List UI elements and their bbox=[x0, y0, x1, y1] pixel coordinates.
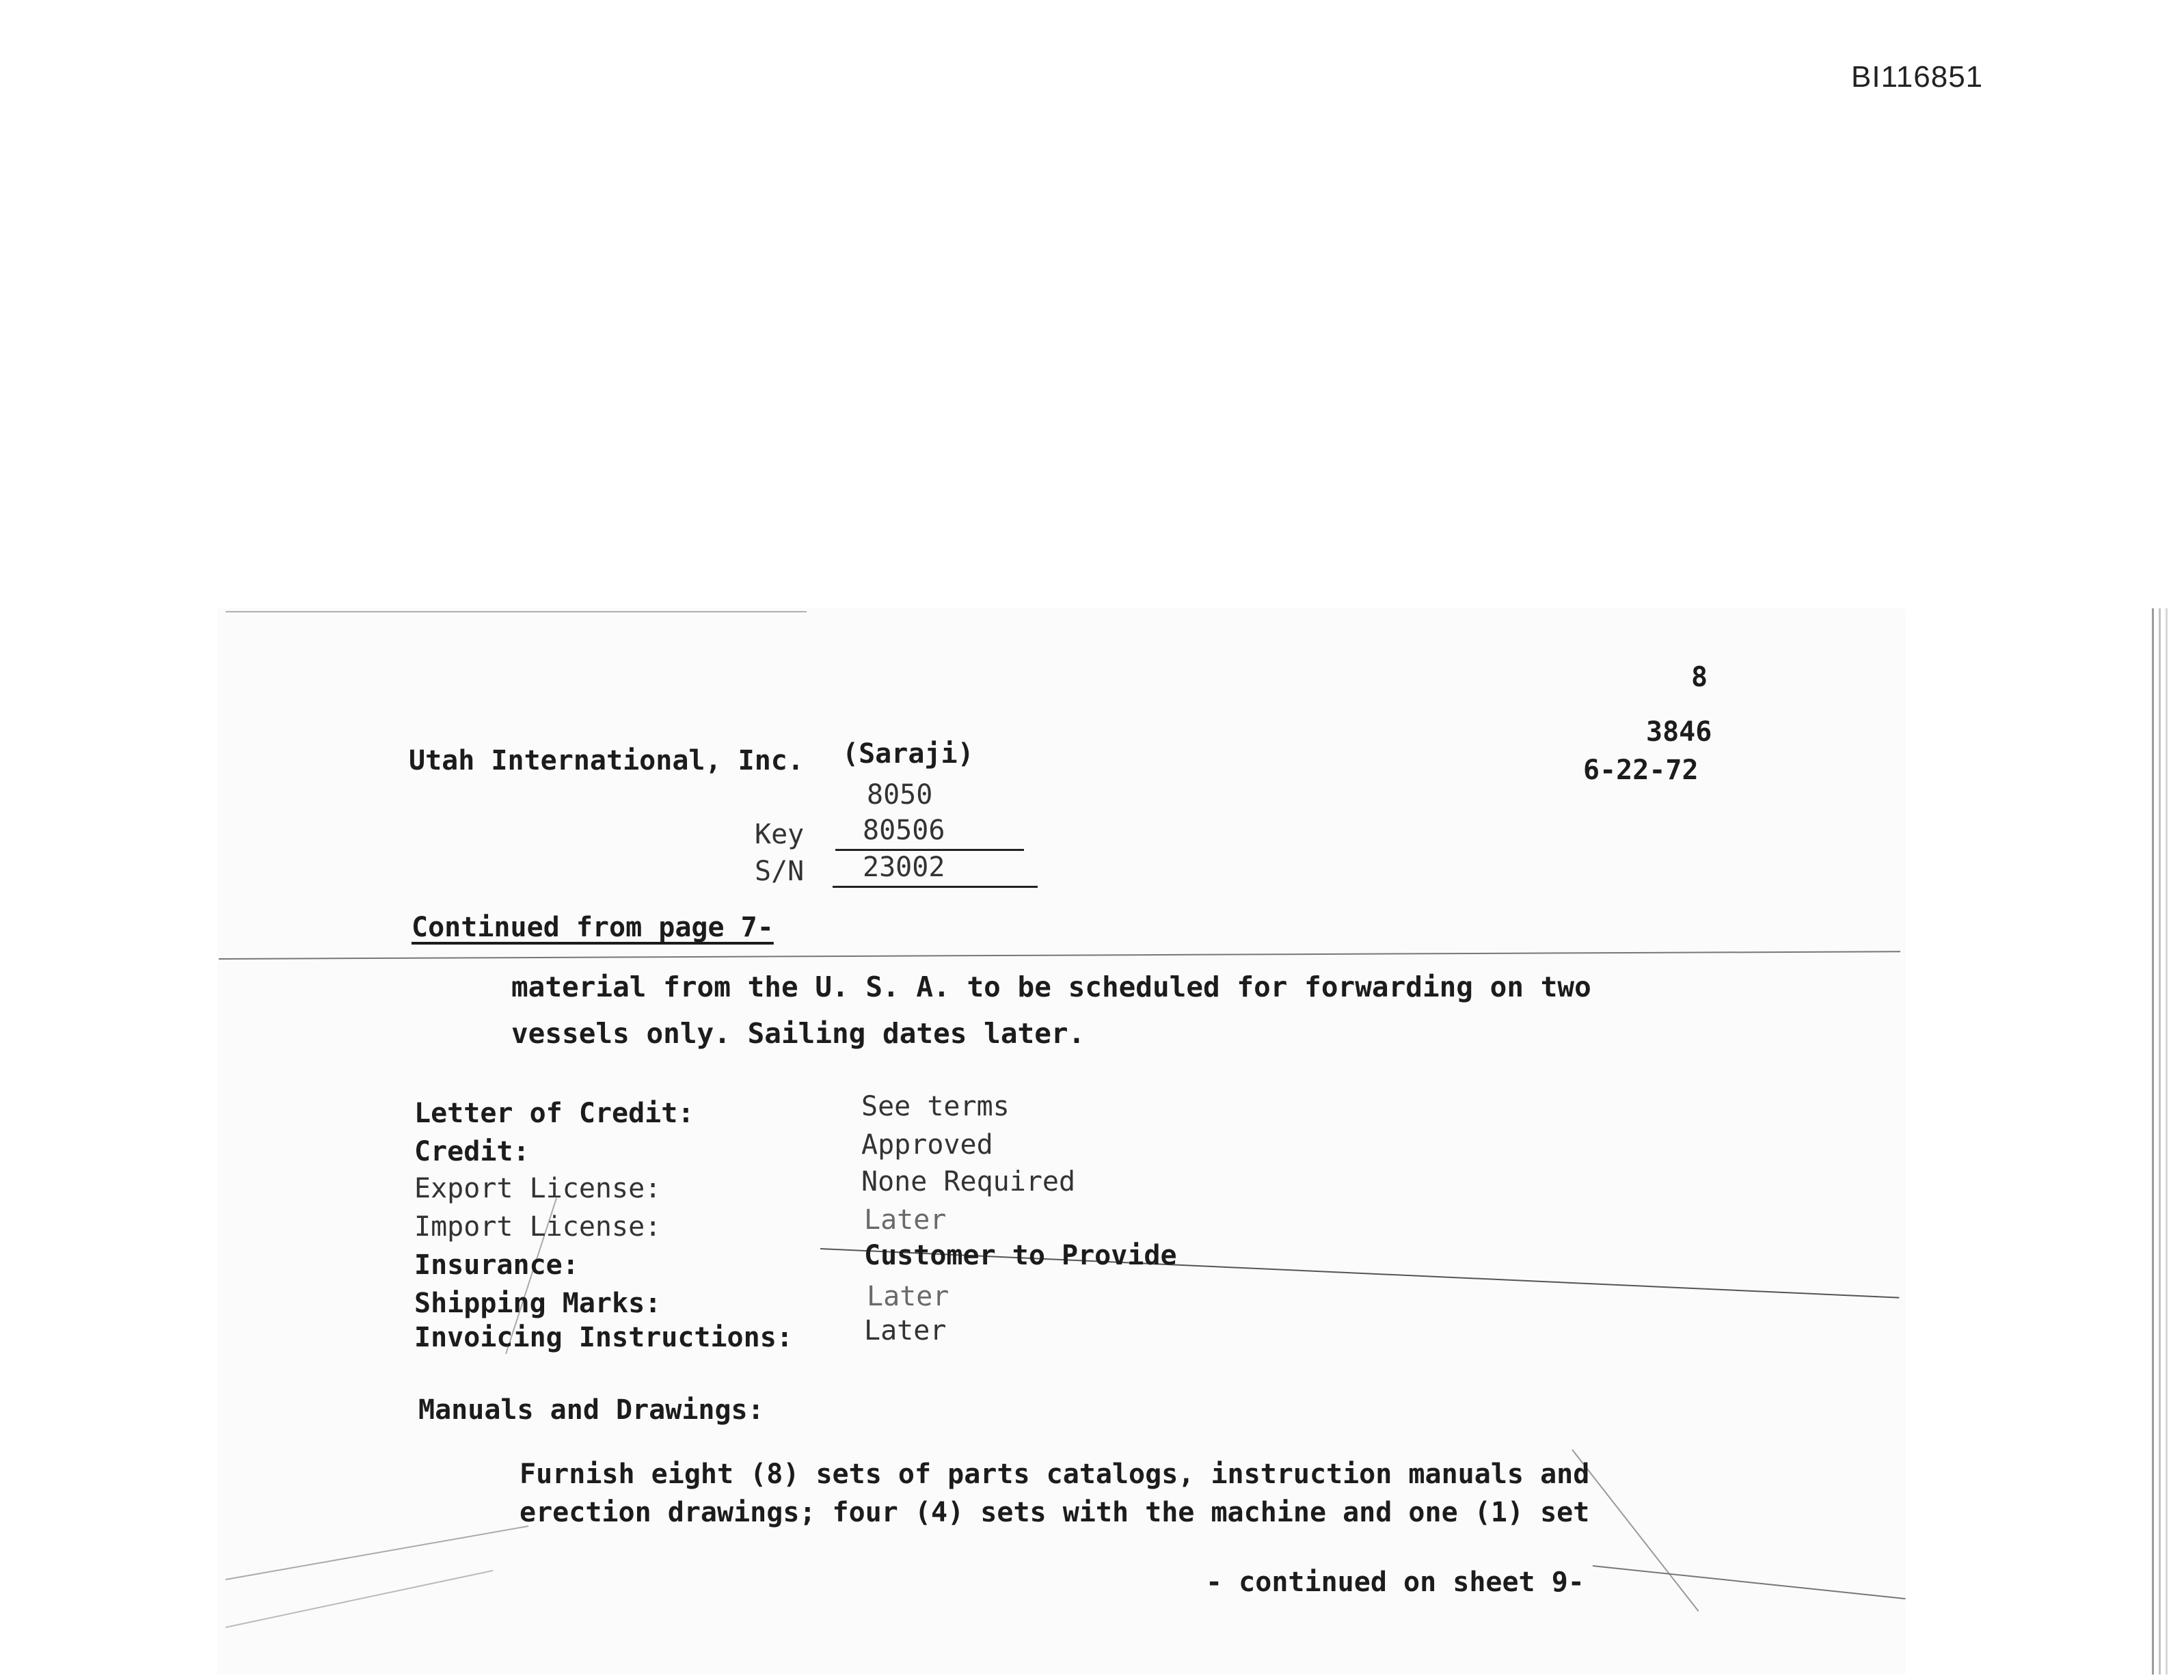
manuals-heading: Manuals and Drawings: bbox=[418, 1394, 764, 1426]
term-value-shipping-marks: Later bbox=[867, 1281, 949, 1312]
document-date: 6-22-72 bbox=[1583, 755, 1699, 786]
key-value: 80506 bbox=[863, 815, 945, 846]
key-label: Key bbox=[755, 819, 805, 850]
term-label-letter-of-credit: Letter of Credit: bbox=[414, 1098, 695, 1129]
sn-label: S/N bbox=[755, 856, 805, 887]
scan-line bbox=[226, 611, 807, 612]
term-value-import-license: Later bbox=[864, 1204, 947, 1236]
reference-number: 3846 bbox=[1646, 716, 1712, 748]
term-label-shipping-marks: Shipping Marks: bbox=[414, 1288, 662, 1319]
scan-edge bbox=[2152, 608, 2154, 1675]
manuals-line-1: Furnish eight (8) sets of parts catalogs, instruction manuals and bbox=[520, 1459, 1590, 1490]
term-label-invoicing-instructions: Invoicing Instructions: bbox=[414, 1322, 793, 1353]
scan-edge bbox=[2166, 608, 2168, 1675]
site-name: (Saraji) bbox=[842, 738, 974, 770]
term-value-invoicing-instructions: Later bbox=[864, 1315, 947, 1346]
term-value-letter-of-credit: See terms bbox=[861, 1091, 1010, 1122]
term-label-export-license: Export License: bbox=[414, 1173, 662, 1204]
document-id: BI116851 bbox=[1851, 60, 1984, 94]
page-number: 8 bbox=[1691, 662, 1708, 693]
intro-line-2: vessels only. Sailing dates later. bbox=[511, 1017, 1086, 1050]
term-label-insurance: Insurance: bbox=[414, 1249, 579, 1281]
sn-value: 23002 bbox=[863, 852, 945, 883]
continued-on: - continued on sheet 9- bbox=[1206, 1567, 1585, 1598]
continued-from: Continued from page 7- bbox=[412, 912, 774, 943]
manuals-line-2: erection drawings; four (4) sets with the machine and one (1) set bbox=[520, 1497, 1590, 1528]
term-label-credit: Credit: bbox=[414, 1136, 530, 1167]
term-value-credit: Approved bbox=[861, 1129, 993, 1161]
intro-line-1: material from the U. S. A. to be scheduled for forwarding on two bbox=[511, 971, 1591, 1003]
scan-edge bbox=[2159, 608, 2161, 1675]
model-number: 8050 bbox=[867, 779, 933, 811]
term-label-import-license: Import License: bbox=[414, 1211, 662, 1243]
term-value-export-license: None Required bbox=[861, 1166, 1076, 1197]
sn-underline bbox=[833, 886, 1038, 888]
company-name: Utah International, Inc. bbox=[409, 745, 804, 776]
key-underline bbox=[835, 849, 1024, 851]
term-value-insurance: Customer to Provide bbox=[864, 1240, 1177, 1271]
